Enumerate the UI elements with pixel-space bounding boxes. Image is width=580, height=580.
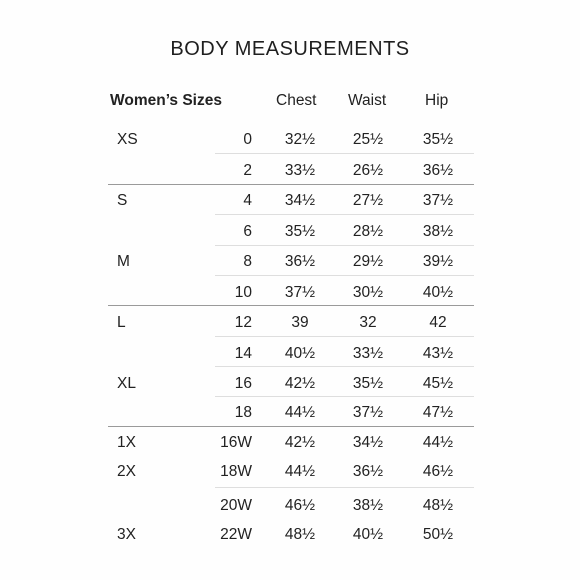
row-divider [215, 245, 474, 246]
row-divider [215, 336, 474, 337]
chest-value: 34½ [284, 192, 316, 209]
waist-value: 34½ [352, 434, 384, 451]
hip-value: 39½ [422, 253, 454, 270]
hip-value: 47½ [422, 404, 454, 421]
hip-value: 46½ [422, 463, 454, 480]
waist-value: 36½ [352, 463, 384, 480]
group-divider [108, 305, 474, 306]
chest-value: 42½ [284, 434, 316, 451]
chest-value: 40½ [284, 345, 316, 362]
waist-value: 30½ [352, 284, 384, 301]
header-chest: Chest [276, 92, 317, 109]
chest-value: 44½ [284, 463, 316, 480]
waist-value: 33½ [352, 345, 384, 362]
size-number: 20W [220, 497, 252, 514]
row-divider [215, 366, 474, 367]
size-number: 0 [243, 131, 252, 148]
size-group-label: 2X [117, 463, 136, 480]
size-number: 6 [243, 223, 252, 240]
size-group-label: XL [117, 375, 136, 392]
size-group-label: L [117, 314, 126, 331]
chest-value: 39 [291, 314, 309, 331]
size-number: 10 [234, 284, 252, 301]
page-title: BODY MEASUREMENTS [170, 38, 410, 60]
size-number: 12 [234, 314, 252, 331]
waist-value: 38½ [352, 497, 384, 514]
size-number: 18 [234, 404, 252, 421]
size-number: 8 [243, 253, 252, 270]
waist-value: 40½ [352, 526, 384, 543]
row-divider [215, 214, 474, 215]
size-number: 14 [234, 345, 252, 362]
size-group-label: XS [117, 131, 138, 148]
hip-value: 40½ [422, 284, 454, 301]
chest-value: 48½ [284, 526, 316, 543]
chest-value: 36½ [284, 253, 316, 270]
row-divider [215, 396, 474, 397]
hip-value: 48½ [422, 497, 454, 514]
waist-value: 32 [359, 314, 377, 331]
size-number: 4 [243, 192, 252, 209]
size-group-label: S [117, 192, 128, 209]
chest-value: 32½ [284, 131, 316, 148]
size-number: 18W [220, 463, 252, 480]
waist-value: 35½ [352, 375, 384, 392]
size-number: 22W [220, 526, 252, 543]
size-number: 16 [234, 375, 252, 392]
chest-value: 44½ [284, 404, 316, 421]
hip-value: 35½ [422, 131, 454, 148]
chest-value: 35½ [284, 223, 316, 240]
chest-value: 37½ [284, 284, 316, 301]
chest-value: 46½ [284, 497, 316, 514]
hip-value: 36½ [422, 162, 454, 179]
size-group-label: 1X [117, 434, 136, 451]
waist-value: 37½ [352, 404, 384, 421]
waist-value: 25½ [352, 131, 384, 148]
row-divider [215, 275, 474, 276]
waist-value: 26½ [352, 162, 384, 179]
chest-value: 42½ [284, 375, 316, 392]
waist-value: 28½ [352, 223, 384, 240]
chest-value: 33½ [284, 162, 316, 179]
hip-value: 42 [429, 314, 447, 331]
hip-value: 38½ [422, 223, 454, 240]
group-divider [108, 426, 474, 427]
size-number: 2 [243, 162, 252, 179]
group-divider [108, 184, 474, 185]
size-group-label: M [117, 253, 130, 270]
hip-value: 37½ [422, 192, 454, 209]
header-size-label: Women’s Sizes [110, 92, 222, 109]
hip-value: 45½ [422, 375, 454, 392]
hip-value: 43½ [422, 345, 454, 362]
size-group-label: 3X [117, 526, 136, 543]
waist-value: 29½ [352, 253, 384, 270]
row-divider [215, 487, 474, 488]
row-divider [215, 153, 474, 154]
waist-value: 27½ [352, 192, 384, 209]
hip-value: 50½ [422, 526, 454, 543]
size-number: 16W [220, 434, 252, 451]
header-waist: Waist [348, 92, 387, 109]
header-hip: Hip [425, 92, 449, 109]
hip-value: 44½ [422, 434, 454, 451]
